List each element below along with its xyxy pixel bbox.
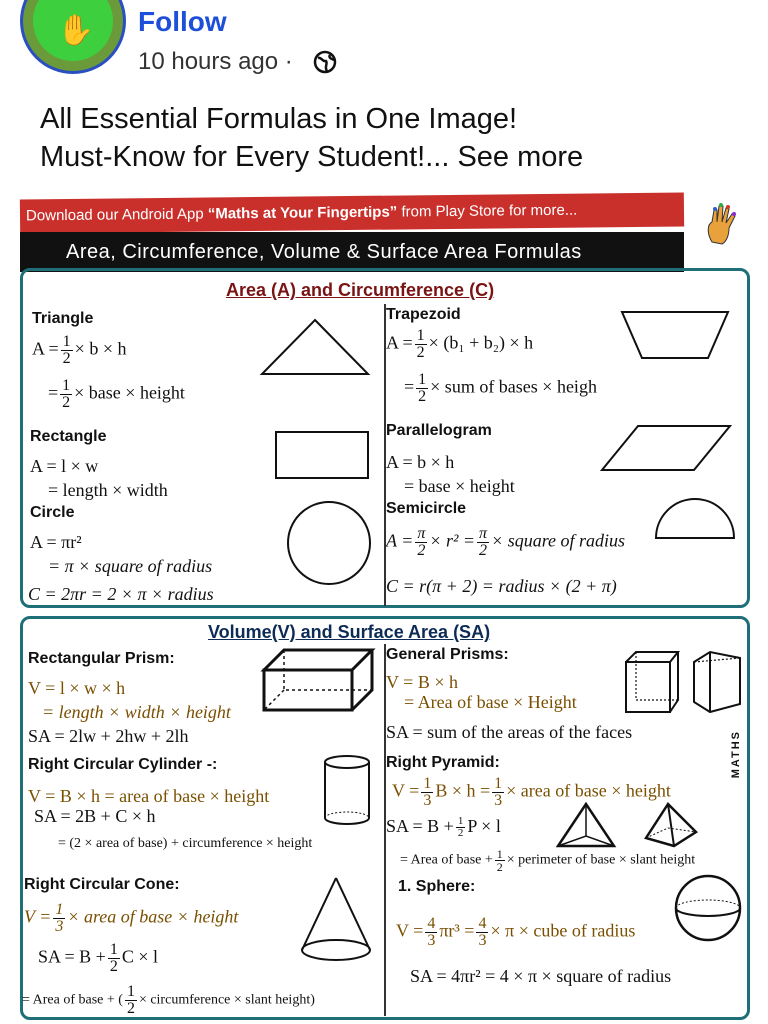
pyr-f2b: P × l	[467, 816, 501, 836]
cone-formula-2	[38, 942, 158, 975]
trapezoid-formula-2	[404, 372, 597, 405]
trap-f2b: × sum of bases × heigh	[430, 376, 597, 397]
frac-den: 2	[496, 860, 503, 874]
frac-num: π	[417, 525, 426, 542]
semicircle-formula-2: C = r(π + 2) = radius × (2 + π)	[386, 576, 617, 596]
rectangle-formula-2: = length × width	[48, 480, 168, 500]
globe-icon	[313, 50, 337, 74]
tri-f1: A =	[32, 338, 59, 359]
pyr-f1: V =	[392, 780, 420, 801]
pyramid-shapes	[556, 802, 716, 850]
frac-num: π	[479, 525, 488, 542]
frac-den: 2	[62, 350, 71, 367]
sphere-shape	[674, 874, 742, 942]
frac-half	[456, 816, 466, 839]
cone-f2: SA = B +	[38, 946, 106, 967]
frac-den: 3	[55, 918, 64, 935]
trapezoid-formula-1	[386, 328, 533, 361]
cone-formula-1	[24, 902, 238, 935]
frac-den: 2	[416, 344, 425, 361]
pyr-f2: SA = B +	[386, 816, 454, 836]
semicircle-formula-1	[386, 526, 625, 559]
cone-f2b: C × l	[121, 946, 158, 967]
frac-num: 1	[457, 815, 464, 828]
parallelogram-title: Parallelogram	[386, 422, 492, 439]
pyr-f1b: B × h =	[435, 780, 491, 801]
image-title: Area, Circumference, Volume & Surface Area Formulas	[20, 232, 684, 272]
cylinder-shape	[322, 754, 372, 828]
semicircle-shape	[654, 496, 736, 540]
post-timestamp[interactable]	[138, 48, 293, 76]
cone-f1b: × area of base × height	[67, 906, 239, 927]
tri-f2b: × base × height	[74, 382, 185, 403]
post-line-2	[40, 138, 740, 176]
frac-den: 2	[62, 394, 71, 411]
triangle-formula-1	[32, 334, 126, 367]
pyr-f3b: × perimeter of base × slant height	[506, 852, 696, 868]
frac-num: 1	[418, 371, 427, 388]
general-prism-formula-3: SA = sum of the areas of the faces	[386, 722, 633, 742]
triangle-title: Triangle	[32, 310, 94, 327]
cone-shape	[300, 876, 372, 964]
separator-dot: ·	[284, 48, 293, 75]
cone-f3b: × circumference × slant height	[138, 992, 311, 1008]
frac-num: 1	[62, 377, 71, 394]
parallelogram-formula-2: = base × height	[404, 476, 515, 496]
frac-num: 1	[423, 775, 432, 792]
sphere-formula-1	[396, 916, 635, 949]
frac-den: 2	[457, 827, 464, 840]
frac-num: 1	[55, 901, 64, 918]
cone-formula-3: = Area of base + ( $\frac{1}{2}$ × circumference × slant height)	[22, 983, 315, 1017]
circle-title: Circle	[30, 504, 75, 521]
pyramid-title: Right Pyramid:	[386, 754, 500, 771]
frac-num: 1	[109, 941, 118, 958]
promo-suffix: from Play Store for more...	[397, 201, 578, 221]
frac-num: 1	[494, 775, 503, 792]
promo-prefix: Download our Android App	[25, 205, 208, 225]
frac-num: 4	[478, 915, 487, 932]
rect-prism-title: Rectangular Prism:	[28, 650, 175, 667]
cylinder-formula-3: = (2 × area of base) + circumference × height	[58, 836, 313, 851]
frac-third	[492, 776, 504, 809]
frac-den: 3	[423, 792, 432, 809]
parallelogram-formula-1: A = b × h	[386, 452, 455, 472]
circle-formula-1: A = πr²	[30, 532, 82, 552]
semi-f1: A =	[386, 530, 414, 551]
timestamp-text: 10 hours ago	[138, 48, 279, 75]
cone-title: Right Circular Cone:	[24, 876, 180, 893]
frac-den: 3	[494, 792, 503, 809]
triangle-formula-2	[48, 378, 185, 411]
volume-heading: Volume(V) and Surface Area (SA)	[208, 622, 491, 642]
post-header	[0, 0, 768, 95]
see-more-link[interactable]: See more	[449, 141, 584, 173]
post-line-1: All Essential Formulas in One Image!	[40, 103, 518, 135]
trap-f2: =	[404, 376, 415, 397]
area-heading: Area (A) and Circumference (C)	[226, 280, 495, 300]
rect-prism-shape	[262, 648, 374, 712]
frac-half	[60, 378, 72, 411]
frac-half	[108, 942, 120, 975]
sph-f1b: πr³ =	[439, 920, 475, 941]
circle-formula-2: = π × square of radius	[48, 556, 213, 576]
parallelogram-shape	[600, 424, 732, 472]
sph-f1: V =	[396, 920, 424, 941]
post-image[interactable]	[18, 190, 750, 1024]
semi-f1c: × square of radius	[491, 530, 626, 551]
frac-half	[125, 984, 137, 1017]
rect-prism-formula-1: V = l × w × h	[28, 678, 126, 698]
frac-den: 2	[126, 1000, 135, 1017]
trap-f1: A =	[386, 332, 413, 353]
frac-four-thirds	[425, 916, 437, 949]
frac-den: 3	[427, 932, 436, 949]
hand-logo-icon: ✋	[57, 14, 95, 47]
triangle-shape	[260, 318, 370, 376]
pyramid-formula-3	[400, 848, 695, 873]
promo-banner	[20, 193, 684, 234]
trap-f1b: × (b₁ + b₂) × h	[428, 332, 534, 353]
trapezoid-title: Trapezoid	[386, 306, 461, 323]
circle-shape	[286, 500, 372, 586]
rectangle-shape	[274, 430, 370, 480]
sphere-formula-2: SA = 4πr² = 4 × π × square of radius	[410, 966, 672, 986]
tri-f2: =	[48, 382, 59, 403]
circle-formula-3: C = 2πr = 2 × π × radius	[28, 584, 214, 604]
promo-app-name: “Maths at Your Fingertips”	[207, 203, 398, 223]
frac-third	[53, 902, 65, 935]
rectangle-title: Rectangle	[30, 428, 107, 445]
page-avatar[interactable]	[20, 0, 126, 74]
general-prism-title: General Prisms:	[386, 646, 509, 663]
frac-den: 2	[109, 958, 118, 975]
cone-f1: V =	[24, 906, 52, 927]
trapezoid-shape	[620, 310, 730, 360]
post-text	[40, 100, 740, 176]
pyr-f1c: × area of base × height	[506, 780, 671, 801]
frac-den: 2	[479, 542, 488, 559]
cylinder-formula-1: V = B × h = area of base × height	[28, 786, 270, 806]
cylinder-title: Right Circular Cylinder -:	[28, 756, 218, 773]
frac-num: 4	[427, 915, 436, 932]
frac-den: 3	[478, 932, 487, 949]
general-prism-formula-2: = Area of base × Height	[404, 692, 577, 712]
sph-f1c: × π × cube of radius	[490, 920, 636, 941]
semi-f1b: × r² =	[429, 530, 476, 551]
general-prism-shapes	[624, 650, 744, 714]
frac-num: 1	[126, 983, 135, 1000]
frac-pi-half	[415, 526, 427, 559]
frac-half	[415, 328, 427, 361]
frac-four-thirds	[476, 916, 488, 949]
frac-half	[495, 848, 505, 873]
general-prism-formula-1: V = B × h	[386, 672, 458, 692]
post-line-2-text: Must-Know for Every Student!...	[40, 141, 450, 173]
maths-side-label: MATHS	[730, 730, 742, 779]
frac-den: 2	[417, 542, 426, 559]
pyr-f3: = Area of base +	[400, 852, 493, 868]
frac-third	[421, 776, 433, 809]
frac-den: 2	[418, 388, 427, 405]
rect-prism-formula-3: SA = 2lw + 2hw + 2lh	[28, 726, 189, 746]
follow-button[interactable]: Follow	[138, 6, 227, 37]
frac-num: 1	[62, 333, 71, 350]
semicircle-title: Semicircle	[386, 500, 467, 517]
rectangle-formula-1: A = l × w	[30, 456, 99, 476]
sphere-title: 1. Sphere:	[398, 878, 476, 895]
frac-pi-half	[477, 526, 489, 559]
rect-prism-formula-2: = length × width × height	[42, 702, 231, 722]
hand-logo-icon	[698, 202, 748, 248]
pyramid-formula-2	[386, 816, 501, 839]
tri-f1b: × b × h	[74, 338, 127, 359]
frac-num: 1	[496, 847, 503, 861]
frac-half	[61, 334, 73, 367]
frac-num: 1	[416, 327, 425, 344]
frac-half	[416, 372, 428, 405]
cone-f3: = Area of base +	[22, 992, 115, 1008]
cylinder-formula-2: SA = 2B + C × h	[34, 806, 156, 826]
